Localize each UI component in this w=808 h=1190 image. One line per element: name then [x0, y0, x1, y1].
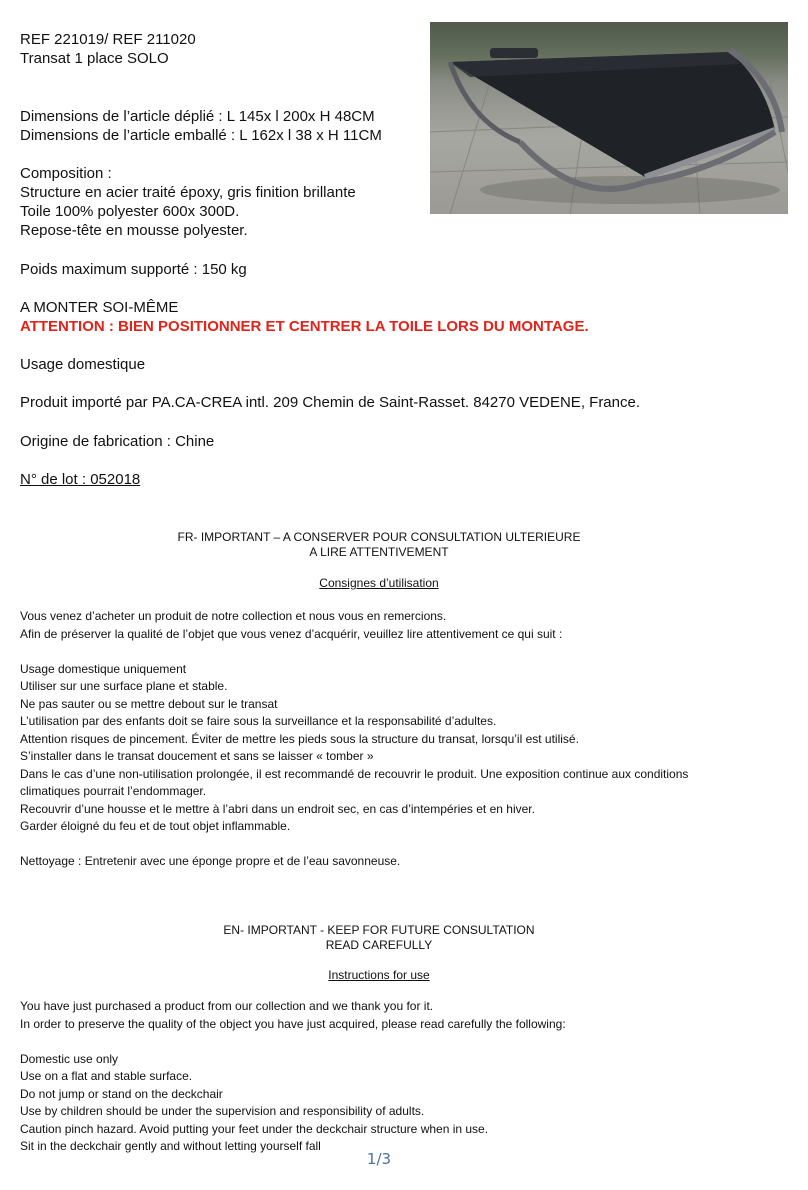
fr-rule: Ne pas sauter ou se mettre debout sur le transat — [20, 696, 278, 711]
fr-rule: Recouvrir d’une housse et le mettre à l’abri dans un endroit sec, en cas d’intempéries et en hiver. — [20, 801, 535, 816]
en-intro-line: In order to preserve the quality of the object you have just acquired, please read carefully the following: — [20, 1016, 566, 1031]
fr-heading-line2: A LIRE ATTENTIVEMENT — [309, 545, 449, 559]
composition-line: Structure en acier traité époxy, gris finition brillante — [20, 184, 356, 201]
origin-info: Origine de fabrication : Chine — [20, 433, 215, 450]
product-reference-block — [20, 30, 196, 68]
en-rule: Domestic use only — [20, 1051, 119, 1066]
en-rule: Caution pinch hazard. Avoid putting your feet under the deckchair structure when in use. — [20, 1121, 489, 1136]
en-subtitle: Instructions for use — [328, 968, 430, 982]
fr-rule: Attention risques de pincement. Éviter de mettre les pieds sous la structure du transat, lorsqu’il est utilisé. — [20, 731, 579, 746]
product-ref: REF 221019/ REF 211020 — [20, 31, 196, 48]
deckchair-illustration — [430, 22, 788, 214]
fr-intro-line: Afin de préserver la qualité de l’objet que vous venez d’acquérir, veuillez lire attentivement ce qui suit : — [20, 626, 563, 641]
dimensions-block — [20, 107, 382, 145]
product-name: Transat 1 place SOLO — [20, 50, 169, 67]
fr-cleaning: Nettoyage : Entretenir avec une éponge propre et de l’eau savonneuse. — [20, 854, 401, 868]
en-heading-line1: EN- IMPORTANT - KEEP FOR FUTURE CONSULTATION — [223, 923, 535, 937]
en-heading-line2: READ CAREFULLY — [325, 938, 433, 952]
fr-rule: Usage domestique uniquement — [20, 661, 187, 676]
attention-warning: ATTENTION : BIEN POSITIONNER ET CENTRER LA TOILE LORS DU MONTAGE. — [20, 318, 589, 335]
page-number: 1/3 — [366, 1150, 392, 1168]
max-weight: Poids maximum supporté : 150 kg — [20, 261, 247, 278]
fr-rule: Utiliser sur une surface plane et stable. — [20, 679, 228, 693]
fr-heading-line1: FR- IMPORTANT – A CONSERVER POUR CONSULTATION ULTERIEURE — [177, 530, 581, 544]
composition-line: Repose-tête en mousse polyester. — [20, 222, 248, 239]
lot-number: N° de lot : 052018 — [20, 471, 141, 488]
fr-rule: S’installer dans le transat doucement et sans se laisser « tomber » — [20, 749, 374, 763]
importer-info: Produit importé par PA.CA-CREA intl. 209 Chemin de Saint-Rasset. 84270 VEDENE, France. — [20, 394, 641, 411]
fr-rule: L’utilisation par des enfants doit se faire sous la surveillance et la responsabilité d’adultes. — [20, 714, 497, 728]
fr-body — [20, 608, 780, 871]
en-heading — [0, 923, 758, 953]
fr-rule: Dans le cas d’une non-utilisation prolongée, il est recommandé de recouvrir le produit. Une exposition continue aux conditions — [20, 766, 689, 781]
composition-block — [20, 164, 356, 240]
fr-rule: climatiques pourrait l’endommager. — [20, 784, 207, 798]
en-rule: Use on a flat and stable surface. — [20, 1069, 193, 1083]
en-rule: Use by children should be under the supervision and responsibility of adults. — [20, 1104, 425, 1118]
en-rule: Sit in the deckchair gently and without letting yourself fall — [20, 1139, 321, 1153]
product-photo — [430, 22, 788, 214]
dimensions-packed: Dimensions de l’article emballé : L 162x l 38 x H 11CM — [20, 127, 382, 144]
composition-line: Toile 100% polyester 600x 300D. — [20, 203, 240, 220]
fr-rule: Garder éloigné du feu et de tout objet inflammable. — [20, 819, 291, 833]
self-assembly-note: A MONTER SOI-MÊME — [20, 299, 179, 316]
fr-subtitle: Consignes d’utilisation — [319, 576, 439, 590]
fr-heading — [0, 530, 758, 560]
en-intro-line: You have just purchased a product from our collection and we thank you for it. — [20, 999, 434, 1013]
domestic-usage: Usage domestique — [20, 356, 146, 373]
fr-intro-line: Vous venez d’acheter un produit de notre collection et nous vous en remercions. — [20, 609, 447, 623]
assembly-block — [20, 298, 589, 336]
dimensions-unfolded: Dimensions de l’article déplié : L 145x l 200x H 48CM — [20, 108, 375, 125]
en-body — [20, 998, 780, 1156]
composition-title: Composition : — [20, 165, 112, 182]
en-rule: Do not jump or stand on the deckchair — [20, 1086, 223, 1101]
